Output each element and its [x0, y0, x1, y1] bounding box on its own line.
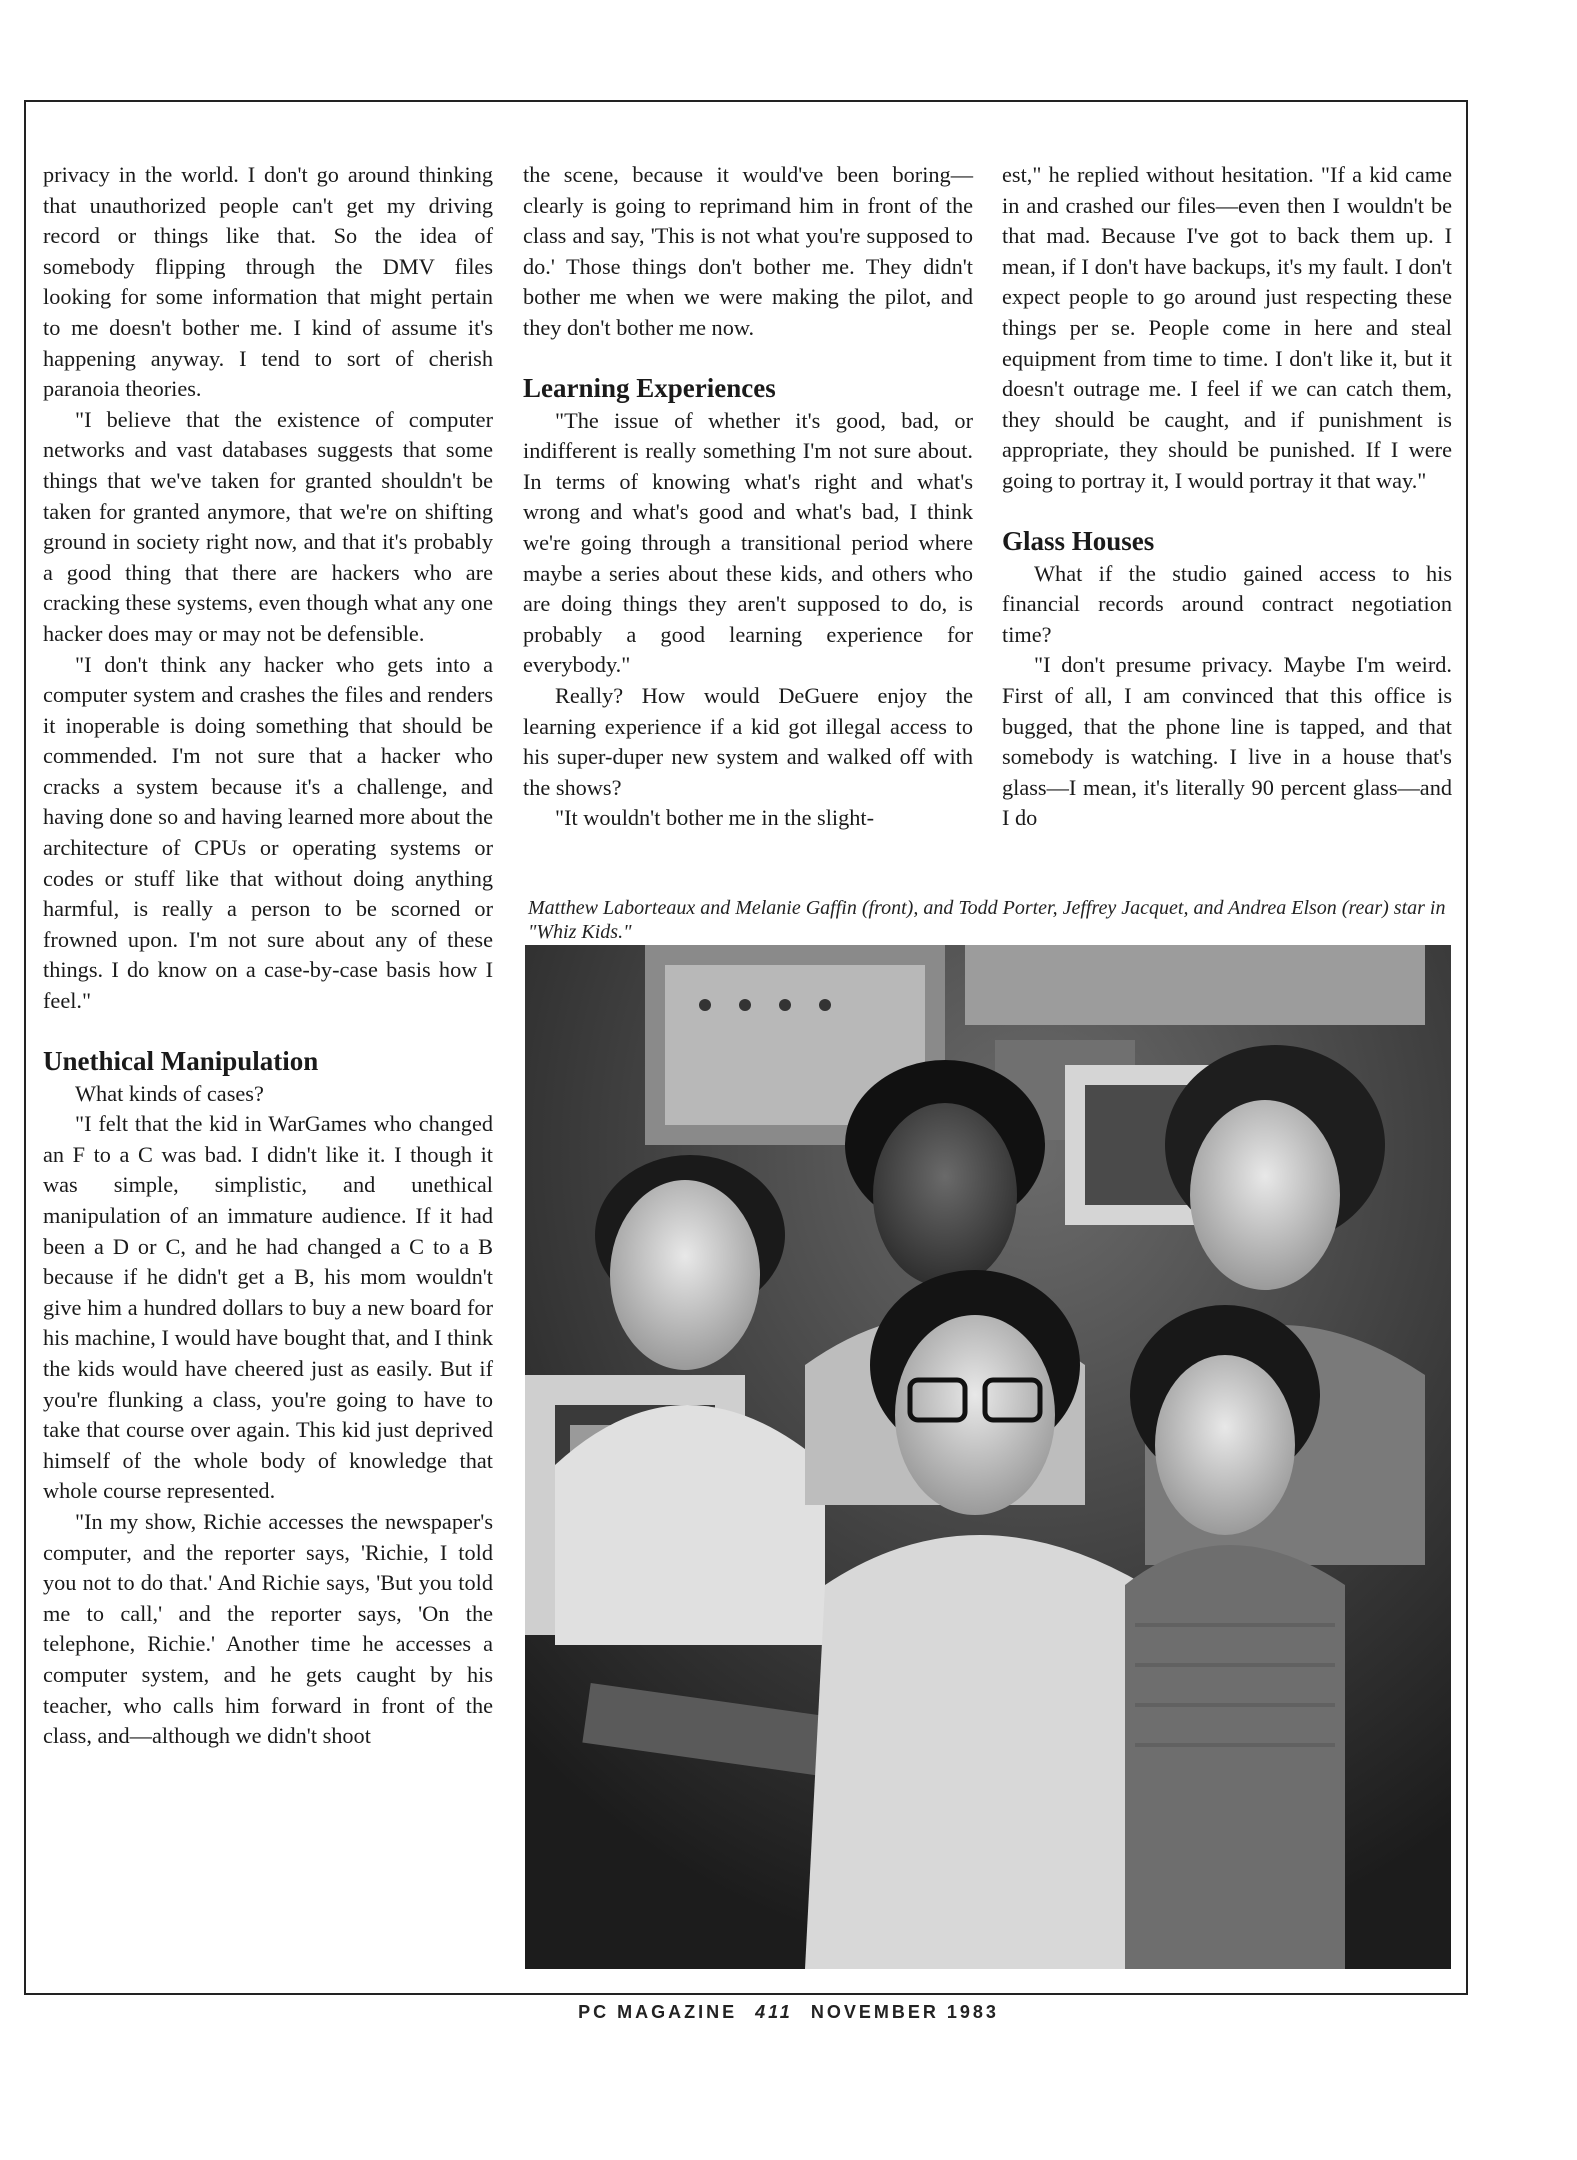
article-column-2 [523, 160, 973, 834]
paragraph: the scene, because it would've been boring—clearly is going to reprimand him in front of the class and say, 'This is not what you're supposed to do.' Those things don't bother me. They didn't bother me when we were making the pilot, and they don't bother me now. [523, 162, 973, 340]
footer-page-number: 411 [755, 2002, 793, 2022]
paragraph: "I don't presume privacy. Maybe I'm weird. First of all, I am convinced that this office is bugged, that the phone line is tapped, and that somebody is watching. I live in a house that's glass—I mean, it's literally 90 percent glass—and I do [1002, 652, 1452, 831]
footer-date: NOVEMBER 1983 [810, 2002, 999, 2022]
paragraph: "I believe that the existence of computer networks and vast databases suggests that some things that we've taken for granted shouldn't be taken for granted anymore, that we're on shifting ground in society right now, and that it's probably a good thing that there are hackers who are cracking these systems, even though what any one hacker does may or may not be defensible. [43, 406, 493, 646]
paragraph: est," he replied without hesitation. "If a kid came in and crashed our files—even then I wouldn't be that mad. Because I've got to back them up. I mean, if I don't have backups, it's my fault. I don't expect people to go around just respecting these things per se. People come in here and steal equipment from time to time. I don't like it, but it doesn't outrage me. I feel if we can catch them, they should be caught, and if punishment is appropriate, they should be punished. If I were going to portray it, I would portray it that way." [1002, 162, 1452, 493]
footer-magazine-name: PC MAGAZINE [578, 2002, 738, 2022]
section-heading-learning-experiences: Learning Experiences [523, 372, 776, 403]
cast-photo [525, 945, 1451, 1969]
photo-caption: Matthew Laborteaux and Melanie Gaffin (front), and Todd Porter, Jeffrey Jacquet, and Andrea Elson (rear) star in "Whiz Kids." [528, 897, 1446, 943]
paragraph: privacy in the world. I don't go around thinking that unauthorized people can't get my driving record or things like that. So the idea of somebody flipping through the DMV files looking for some information that might pertain to me doesn't bother me. I kind of assume it's happening anyway. I tend to sort of cherish paranoia theories. [43, 162, 493, 402]
section-heading-glass-houses: Glass Houses [1002, 525, 1155, 556]
article-column-1 [43, 160, 493, 1752]
paragraph: "I don't think any hacker who gets into a computer system and crashes the files and renders it inoperable is doing something that should be commended. I'm not sure that a hacker who cracks a system because it's a challenge, and having done so and having learned more about the architecture of CPUs or operating systems or codes or stuff like that without doing anything harmful, is really a person to be scorned or frowned upon. I'm not sure about any of these things. I do know on a case-by-case basis how I feel." [43, 651, 493, 1014]
paragraph: What if the studio gained access to his financial records around contract negotiation time? [1002, 560, 1452, 647]
cast-photo-illustration [525, 945, 1451, 1969]
paragraph: "It wouldn't bother me in the slight- [555, 805, 875, 831]
paragraph: "The issue of whether it's good, bad, or indifferent is really something I'm not sure about. In terms of knowing what's right and what's wrong and what's good and what's bad, I think we're going through a transitional period where maybe a series about these kids, and others who are doing things they aren't supposed to do, is probably a good learning experience for everybody." [523, 407, 973, 678]
section-heading-unethical-manipulation: Unethical Manipulation [43, 1045, 319, 1076]
paragraph: "In my show, Richie accesses the newspaper's computer, and the reporter says, 'Richie, I told you not to do that.' And Richie says, 'But you told me to call,' and the reporter says, 'On the telephone, Richie.' Another time he accesses a computer system, and he gets caught by his teacher, who calls him forward in front of the class, and—although we didn't shoot [43, 1508, 493, 1749]
page-footer [0, 2002, 1577, 2023]
article-column-3 [1002, 160, 1452, 834]
paragraph: What kinds of cases? [75, 1080, 264, 1106]
paragraph: "I felt that the kid in WarGames who changed an F to a C was bad. I didn't like it. I though it was simple, simplistic, and unethical manipulation of an immature audience. If it had been a D or C, and he had changed a C to a B because if he didn't get a B, his mom wouldn't give him a hundred dollars to buy a new board for his machine, I would have bought that, and I think the kids would have cheered just as easily. But if you're flunking a class, you're going to have to take that course over again. This kid just deprived himself of the whole body of knowledge that whole course represented. [43, 1111, 493, 1504]
paragraph: Really? How would DeGuere enjoy the learning experience if a kid got illegal access to his super-duper new system and walked off with the shows? [523, 682, 973, 800]
